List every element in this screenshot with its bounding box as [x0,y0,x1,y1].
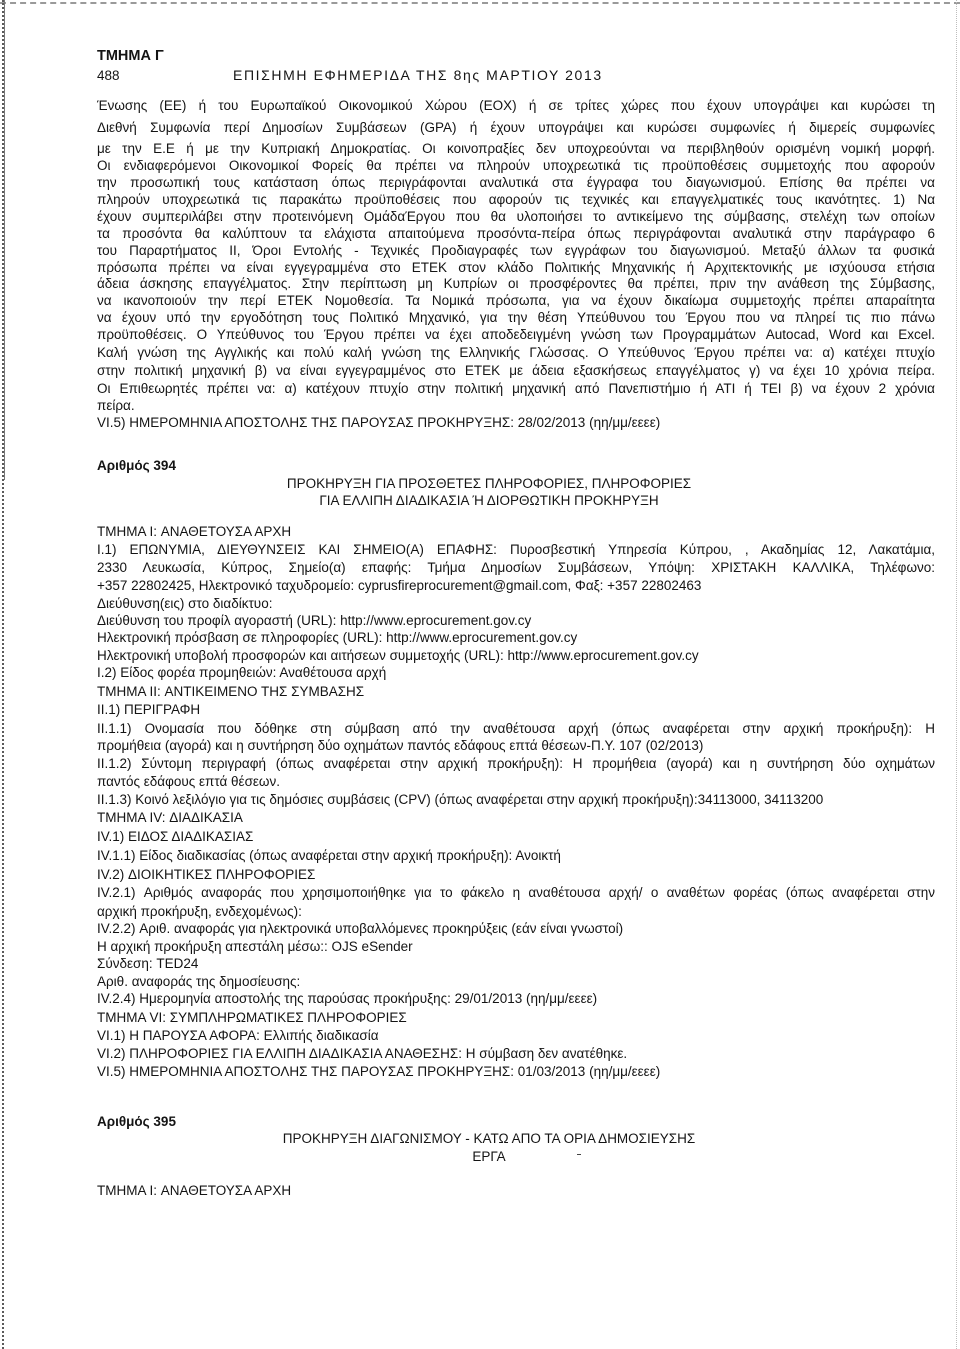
notice-number: Αριθμός 394 [97,458,176,473]
body-text-line: 2330 Λευκωσία, Κύπρος, Σημείο(α) επαφής: Τμήμα Δημοσίων Συμβάσεων, Υπόψη: ΧΡΙΣΤΑΚΗ ΚΑΛΛΙΚΑ, Τηλέφωνο: [97,560,935,575]
body-text-line: II.1.1) Ονομασία που δόθηκε στη σύμβαση από την αναθέτουσα αρχή (όπως αναφέρεται στην αρχική προκήρυξη): Η [97,721,935,736]
body-text-line: να ικανοποιούν την περί ΕΤΕΚ Νομοθεσία. Τα Νομικά πρόσωπα, για να έχουν δικαίωμα συμμετοχής πρέπει απαραίτητα [97,293,935,308]
body-text-line: I.1) ΕΠΩΝΥΜΙΑ, ΔΙΕΥΘΥΝΣΕΙΣ ΚΑΙ ΣΗΜΕΙΟ(Α) ΕΠΑΦΗΣ: Πυροσβεστική Υπηρεσία Κύπρου, , Ακαδημίας 12, Λακατάμια, [97,542,935,557]
body-text-line: VI.1) Η ΠΑΡΟΥΣΑ ΑΦΟΡΑ: Ελλιπής διαδικασία [97,1028,379,1043]
body-text-line: προϋποθέσεις. Ο Υπεύθυνος του Έργου πρέπει να έχει αποδεδειγμένη γνώση των Προγραμμάτων Autocad, Word και Excel. [97,327,935,342]
body-text-line: του Παραρτήματος II, Όροι Εντολής - Τεχνικές Προδιαγραφές των εγγράφων του διαγωνισμού. Μεταξύ άλλων τα φυσικά [97,243,935,258]
body-text-line: Οι ενδιαφερόμενοι Οικονομικοί Φορείς θα πρέπει να πληρούν υποχρεωτικά τις προϋποθέσεις συμμετοχής που αφορούν [97,158,935,173]
body-text-line: IV.1.1) Είδος διαδικασίας (όπως αναφέρεται στην αρχική προκήρυξη): Ανοικτή [97,848,561,863]
body-text-line: τα προσόντα θα καλύπτουν τα ελάχιστα απαιτούμενα προσόντα-πείρα όπως περιγράφονται αναλυτικά στην παράγραφο 6 [97,226,935,241]
body-text-line: με την Ε.Ε ή με την Κυπριακή Δημοκρατίας. Οι κοινοπραξίες δεν υποχρεούνται να περιβληθούν ορισμένη νομική μορφή. [97,141,935,156]
body-text-line: Καλή γνώση της Αγγλικής και πολύ καλή γνώση της Ελληνικής Γλώσσας. Ο Υπεύθυνος Έργου πρέπει να: α) κατέχει πτυχίο [97,345,935,360]
subsection-heading: IV.1) ΕΙΔΟΣ ΔΙΑΔΙΚΑΣΙΑΣ [97,829,254,844]
section-heading: ΤΜΗΜΑ VI: ΣΥΜΠΛΗΡΩΜΑΤΙΚΕΣ ΠΛΗΡΟΦΟΡΙΕΣ [97,1010,407,1025]
notice-title-line: ΕΡΓΑ [472,1149,506,1164]
gazette-title: ΕΠΙΣΗΜΗ ΕΦΗΜΕΡΙΔΑ ΤΗΣ 8ης ΜΑΡΤΙΟΥ 2013 [233,67,603,83]
notice-number: Αριθμός 395 [97,1114,176,1129]
subsection-heading: II.1) ΠΕΡΙΓΡΑΦΗ [97,702,201,717]
scan-border-top [0,2,960,4]
body-text-line: Σύνδεση: TED24 [97,956,199,971]
notice-title-line: ΠΡΟΚΗΡΥΞΗ ΓΙΑ ΠΡΟΣΘΕΤΕΣ ΠΛΗΡΟΦΟΡΙΕΣ, ΠΛΗΡΟΦΟΡΙΕΣ [286,476,692,491]
subsection-heading: IV.2) ΔΙΟΙΚΗΤΙΚΕΣ ΠΛΗΡΟΦΟΡΙΕΣ [97,867,316,882]
body-text-line: IV.2.4) Ημερομηνία αποστολής της παρούσας προκήρυξης: 29/01/2013 (ηη/μμ/εεεε) [97,991,598,1006]
body-text-line: να έχουν υπό την εργοδότηση τους Πολιτικό Μηχανικό, για την θέση Υπεύθυνου του Έργου που να πληρεί τις πιο πάνω [97,310,935,325]
body-text-line: Οι Επιθεωρητές πρέπει να: α) κατέχουν πτυχίο στην πολιτική μηχανική από Πανεπιστήμιο ή ΑΤΙ ή ΤΕΙ β) να έχουν 2 χρόνια [97,381,935,396]
cpv-line: II.1.3) Κοινό λεξιλόγιο για τις δημόσιες συμβάσεις (CPV) (όπως αναφέρεται στην αρχική προκήρυξη):34113000, 34113200 [97,792,824,807]
dispatch-date-line: VI.5) ΗΜΕΡΟΜΗΝΙΑ ΑΠΟΣΤΟΛΗΣ ΤΗΣ ΠΑΡΟΥΣΑΣ ΠΡΟΚΗΡΥΞΗΣ: 28/02/2013 (ηη/μμ/εεεε) [97,415,661,430]
body-text-line: Η αρχική προκήρυξη απεστάλη μέσω:: OJS eSender [97,939,413,954]
body-text-line: πληρούν υποχρεωτικά τις παρακάτω προϋποθέσεις που αφορούν τις τεχνικές και επαγγελματικές τους ικανότητες. 1) Να [97,192,935,207]
url-line: Διεύθυνση του προφίλ αγοραστή (URL): http://www.eprocurement.gov.cy [97,613,532,628]
body-text-line: VI.2) ΠΛΗΡΟΦΟΡΙΕΣ ΓΙΑ ΕΛΛΙΠΗ ΔΙΑΔΙΚΑΣΙΑ ΑΝΑΘΕΣΗΣ: Η σύμβαση δεν ανατέθηκε. [97,1046,628,1061]
url-line: Ηλεκτρονική πρόσβαση σε πληροφορίες (URL): http://www.eprocurement.gov.cy [97,630,578,645]
notice-title-line: ΓΙΑ ΕΛΛΙΠΗ ΔΙΑΔΙΚΑΣΙΑ Ή ΔΙΟΡΘΩΤΙΚΗ ΠΡΟΚΗΡΥΞΗ [319,493,659,508]
scan-border-left-shadow [4,0,5,480]
gazette-section-label: ΤΜΗΜΑ Γ [97,48,164,64]
body-text-line: την προσωπική τους κατάσταση όπως περιγράφονται αναλυτικά στα έγγραφα του διαγωνισμού. Επίσης θα πρέπει να [97,175,935,190]
body-text-line: II.1.2) Σύντομη περιγραφή (όπως αναφέρεται στην αρχική προκήρυξη): Η προμήθεια (αγορά) και η συντήρηση δύο οχημάτων [97,756,935,771]
body-text-line: στην πολιτική μηχανική β) να είναι εγγεγραμμένος στο ΕΤΕΚ με άδεια εξασκήσεως επαγγέλματος γ) να έχει 10 χρόνια πείρα. [97,363,935,378]
contact-line: +357 22802425, Ηλεκτρονικό ταχυδρομείο: cyprusfireprocurement@gmail.com, Φαξ: +357 22802463 [97,578,702,593]
body-text-line: IV.2.1) Αριθμός αναφοράς που χρησιμοποιήθηκε για το φάκελο η αναθέτουσα αρχή/ ο αναθέτων φορέας (όπως αναφέρεται στην [97,885,935,900]
body-text-line: παντός εδάφους επτά θέσεων. [97,774,280,789]
body-text-line: Αριθ. αναφοράς της δημοσίευσης: [97,974,301,989]
section-heading: ΤΜΗΜΑ IV: ΔΙΑΔΙΚΑΣΙΑ [97,810,243,825]
page-number: 488 [97,68,120,83]
url-line: Ηλεκτρονική υποβολή προσφορών και αιτήσεων συμμετοχής (URL): http://www.eprocurement.gov.cy [97,648,699,663]
body-text-line: έχουν συμπεριλάβει στην προτεινόμενη ΟμάδαΈργου που θα υλοποιήσει το αντικείμενο της σύμβασης, στελέχη των οποίων [97,209,935,224]
body-text-line: Ένωσης (ΕΕ) ή του Ευρωπαϊκού Οικονομικού Χώρου (ΕΟΧ) ή σε τρίτες χώρες που έχουν υπογράψει και κυρώσει τη [97,98,935,113]
section-heading: ΤΜΗΜΑ I: ΑΝΑΘΕΤΟΥΣΑ ΑΡΧΗ [97,524,292,539]
dispatch-date-line: VI.5) ΗΜΕΡΟΜΗΝΙΑ ΑΠΟΣΤΟΛΗΣ ΤΗΣ ΠΑΡΟΥΣΑΣ ΠΡΟΚΗΡΥΞΗΣ: 01/03/2013 (ηη/μμ/εεεε) [97,1064,661,1079]
body-text-line: Διεύθυνση(εις) στο διαδίκτυο: [97,596,273,611]
body-text-line: άδεια άσκησης επαγγέλματος. Στην περίπτωση μη Κυπρίων οι προσφέροντες θα πρέπει, πριν την ανάθεση της Σύμβασης, [97,276,935,291]
section-heading: ΤΜΗΜΑ I: ΑΝΑΘΕΤΟΥΣΑ ΑΡΧΗ [97,1183,292,1198]
section-heading: ΤΜΗΜΑ II: ΑΝΤΙΚΕΙΜΕΝΟ ΤΗΣ ΣΥΜΒΑΣΗΣ [97,684,365,699]
body-text-line: αρχική προκήρυξη, ενδεχομένως): [97,904,302,919]
scan-border-right [956,0,957,1349]
body-text-line: πρόσωπα πρέπει να είναι εγγεγραμμένα στο ΕΤΕΚ στον κλάδο Πολιτικής Μηχανικής ή Αρχιτεκτονικής με ισχύουσα ετήσια [97,260,935,275]
body-text-line: πείρα. [97,398,135,413]
body-text-line: I.2) Είδος φορέα προμηθειών: Αναθέτουσα αρχή [97,665,387,680]
body-text-line: προμήθεια (αγορά) και η συντήρηση δύο οχημάτων παντός εδάφους επτά θέσεων-Π.Υ. 107 (02/2013) [97,738,704,753]
body-text-line: IV.2.2) Αριθ. αναφοράς για ηλεκτρονικά υποβαλλόμενες προκηρύξεις (εάν είναι γνωστοί) [97,921,624,936]
body-text-line: Διεθνή Συμφωνία περί Δημοσίων Συμβάσεων (GPA) ή έχουν υπογράψει και κυρώσει συμφωνίες ή διμερείς συμφωνίες [97,120,935,135]
notice-title-line: ΠΡΟΚΗΡΥΞΗ ΔΙΑΓΩΝΙΣΜΟΥ - ΚΑΤΩ ΑΠΟ ΤΑ ΟΡΙΑ ΔΗΜΟΣΙΕΥΣΗΣ [282,1131,696,1146]
